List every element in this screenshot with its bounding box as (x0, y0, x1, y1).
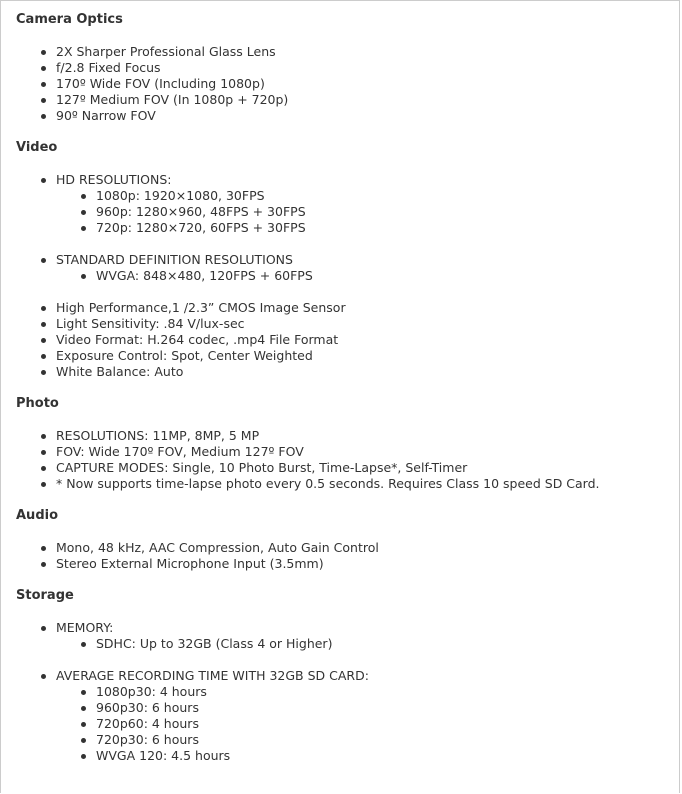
list-item: f/2.8 Fixed Focus (16, 60, 679, 76)
video-spec-list (16, 300, 679, 380)
list-item: 960p30: 6 hours (56, 700, 679, 716)
list-item: 90º Narrow FOV (16, 108, 679, 124)
list-item: 170º Wide FOV (Including 1080p) (16, 76, 679, 92)
list-item: Light Sensitivity: .84 V/lux-sec (16, 316, 679, 332)
camera-optics-list (16, 44, 679, 124)
list-item: Mono, 48 kHz, AAC Compression, Auto Gain Control (16, 540, 679, 556)
list-item: RESOLUTIONS: 11MP, 8MP, 5 MP (16, 428, 679, 444)
hd-resolutions-list (56, 188, 679, 236)
list-item: 127º Medium FOV (In 1080p + 720p) (16, 92, 679, 108)
recording-time-label: AVERAGE RECORDING TIME WITH 32GB SD CARD: (56, 668, 369, 683)
list-item: 720p60: 4 hours (56, 716, 679, 732)
list-item: Stereo External Microphone Input (3.5mm) (16, 556, 679, 572)
list-item: WVGA: 848×480, 120FPS + 60FPS (56, 268, 679, 284)
hd-resolutions-label: HD RESOLUTIONS: (56, 172, 172, 187)
memory-label: MEMORY: (56, 620, 114, 635)
list-item: CAPTURE MODES: Single, 10 Photo Burst, Time-Lapse*, Self-Timer (16, 460, 679, 476)
photo-heading: Photo (16, 396, 59, 411)
list-item: 720p: 1280×720, 60FPS + 30FPS (56, 220, 679, 236)
list-item: * Now supports time-lapse photo every 0.5 seconds. Requires Class 10 speed SD Card. (16, 476, 679, 492)
list-item: 1080p30: 4 hours (56, 684, 679, 700)
list-item: 960p: 1280×960, 48FPS + 30FPS (56, 204, 679, 220)
video-hd-list (16, 172, 679, 236)
list-item: WVGA 120: 4.5 hours (56, 748, 679, 764)
list-item: 2X Sharper Professional Glass Lens (16, 44, 679, 60)
sd-resolutions-list (56, 268, 679, 284)
list-item: High Performance,1 /2.3” CMOS Image Sensor (16, 300, 679, 316)
list-item (16, 668, 679, 764)
storage-recording-list (16, 668, 679, 764)
list-item: SDHC: Up to 32GB (Class 4 or Higher) (56, 636, 679, 652)
list-item: 1080p: 1920×1080, 30FPS (56, 188, 679, 204)
camera-optics-heading: Camera Optics (16, 12, 123, 27)
photo-list (16, 428, 679, 492)
storage-memory-list (16, 620, 679, 652)
storage-heading: Storage (16, 588, 74, 603)
video-heading: Video (16, 140, 58, 155)
recording-time-list (56, 684, 679, 764)
list-item: FOV: Wide 170º FOV, Medium 127º FOV (16, 444, 679, 460)
sd-resolutions-label: STANDARD DEFINITION RESOLUTIONS (56, 252, 293, 267)
list-item: White Balance: Auto (16, 364, 679, 380)
audio-heading: Audio (16, 508, 59, 523)
video-sd-list (16, 252, 679, 284)
memory-list (56, 636, 679, 652)
list-item (16, 252, 679, 284)
list-item (16, 620, 679, 652)
list-item (16, 172, 679, 236)
list-item: Exposure Control: Spot, Center Weighted (16, 348, 679, 364)
spec-content (1, 1, 679, 764)
list-item: 720p30: 6 hours (56, 732, 679, 748)
audio-list (16, 540, 679, 572)
list-item: Video Format: H.264 codec, .mp4 File Format (16, 332, 679, 348)
